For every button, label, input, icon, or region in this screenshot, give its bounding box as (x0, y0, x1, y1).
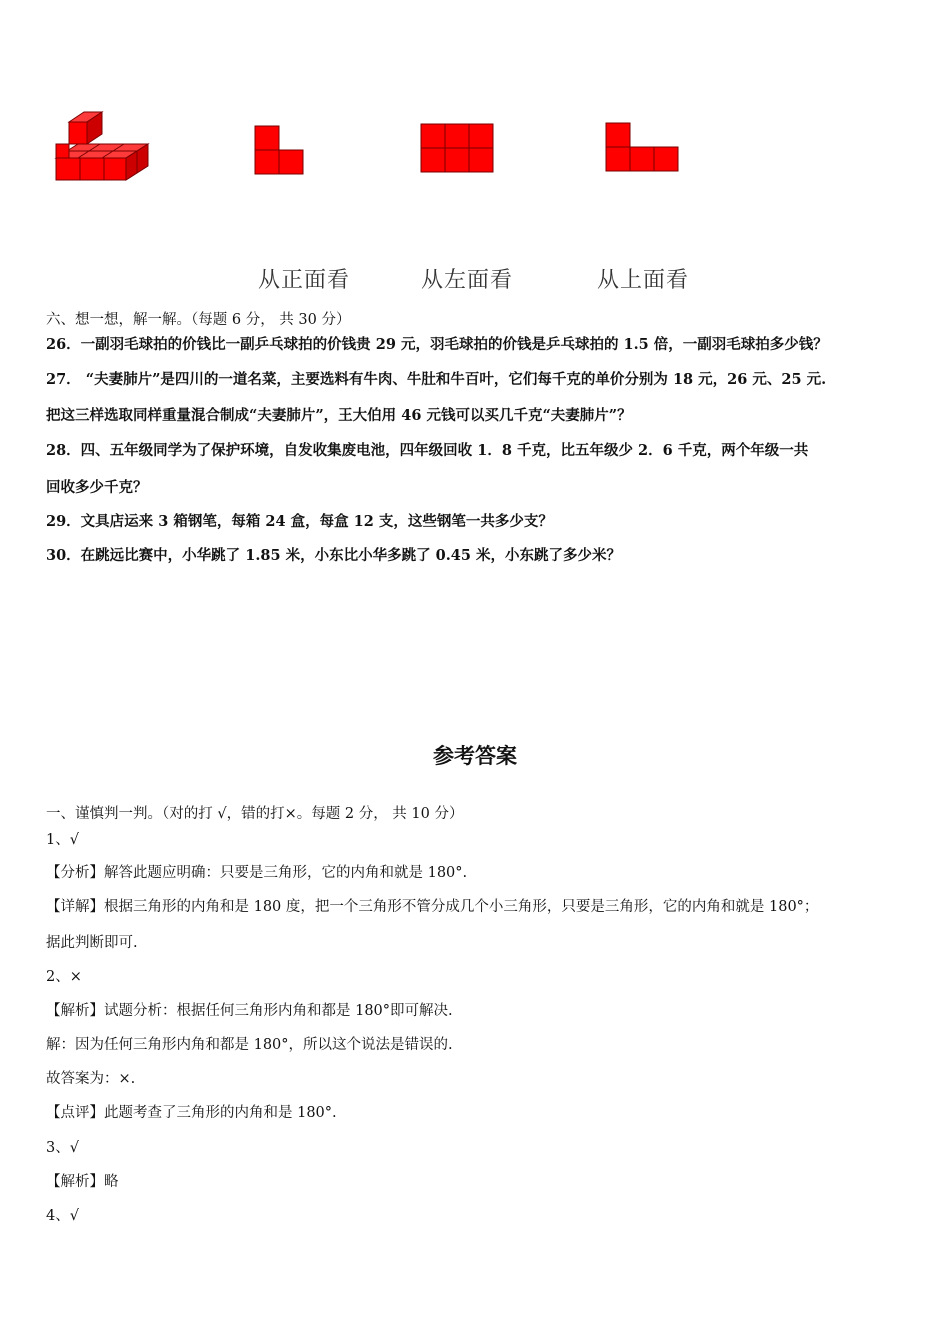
answer-1: 1、√ (46, 832, 79, 848)
top-view-label: 从上面看 (597, 268, 690, 293)
question-29: 29．文具店运来 3 箱钢笔，每箱 24 盒，每盒 12 支，这些钢笔一共多少支？ (46, 513, 553, 530)
answer-2: 2、× (46, 969, 82, 985)
answer-1-detail-line1: 【详解】根据三角形的内角和是 180 度，把一个三角形不管分成几个小三角形，只要是三角形，它的内角和就是 180°； (46, 899, 819, 915)
answer-2-final: 故答案为：×. (46, 1071, 136, 1087)
front-view-label: 从正面看 (258, 268, 351, 293)
answer-1-analysis: 【分析】解答此题应明确：只要是三角形，它的内角和就是 180°. (46, 865, 468, 881)
answer-3-analysis: 【解析】略 (46, 1174, 119, 1190)
question-28-line1: 28．四、五年级同学为了保护环境，自发收集废电池，四年级回收 1．8 千克，比五年级少 2．6 千克，两个年级一共 (46, 442, 809, 459)
answers-title: 参考答案 (433, 744, 517, 768)
answer-3: 3、√ (46, 1140, 79, 1156)
answer-2-comment: 【点评】此题考查了三角形的内角和是 180°. (46, 1105, 337, 1121)
section6-header: 六、想一想，解一解。（每题 6 分， 共 30 分） (46, 312, 351, 328)
question-26: 26．一副羽毛球拍的价钱比一副乒乓球拍的价钱贵 29 元，羽毛球拍的价钱是乒乓球拍的 1.5 倍，一副羽毛球拍多少钱？ (46, 336, 828, 353)
answer-2-analysis: 【解析】试题分析：根据任何三角形内角和都是 180°即可解决. (46, 1003, 453, 1019)
question-30: 30．在跳远比赛中，小华跳了 1.85 米，小东比小华多跳了 0.45 米，小东跳了多少米？ (46, 547, 621, 564)
question-27-line2: 把这三样选取同样重量混合制成“夫妻肺片”，王大伯用 46 元钱可以买几千克“夫妻肺片”？ (46, 407, 632, 424)
answer-4: 4、√ (46, 1208, 79, 1224)
cube-stack-3d (56, 112, 148, 180)
top-view (606, 123, 678, 171)
front-view (255, 126, 303, 174)
question-27-line1: 27． “夫妻肺片”是四川的一道名菜，主要选料有牛肉、牛肚和牛百叶，它们每千克的单价分别为 18 元，26 元、25 元. (46, 371, 827, 388)
answer-1-detail-line2: 据此判断即可. (46, 935, 138, 951)
left-view-label: 从左面看 (421, 268, 514, 293)
question-28-line2: 回收多少千克？ (46, 479, 148, 496)
answers-section1-header: 一、谨慎判一判。（对的打 √，错的打×。每题 2 分， 共 10 分） (46, 806, 464, 822)
answer-2-solution: 解：因为任何三角形内角和都是 180°，所以这个说法是错误的. (46, 1037, 453, 1053)
left-view (421, 124, 493, 172)
